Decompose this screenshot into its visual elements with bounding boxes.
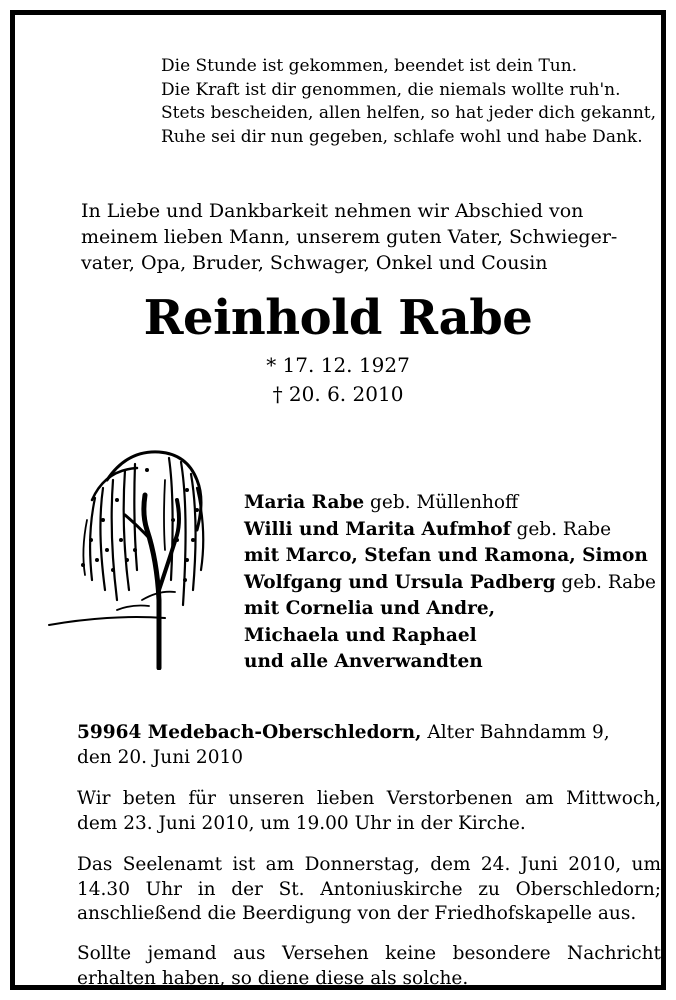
mourner-line (244, 649, 656, 676)
poem (161, 55, 656, 149)
requiem-notice: Das Seelenamt ist am Donnerstag, dem 24. Juni 2010, um 14.30 Uhr in der St. Antoniuskirche zu Oberschledorn; anschließend die Beerdigung von der Friedhofskapelle aus. (77, 854, 661, 924)
intro-line: vater, Opa, Bruder, Schwager, Onkel und Cousin (81, 252, 548, 274)
mourner-name: Wolfgang und Ursula Padberg (244, 571, 556, 593)
intro-line: meinem lieben Mann, unserem guten Vater, Schwieger- (81, 226, 618, 248)
closing-notice: Sollte jemand aus Versehen keine besondere Nachricht erhalten haben, so diene diese als solche. (77, 943, 661, 989)
mourner-line (244, 596, 656, 623)
life-dates (15, 351, 661, 409)
mourner-name: mit Marco, Stefan und Ramona, Simon (244, 545, 648, 566)
birth-date: * 17. 12. 1927 (266, 353, 410, 377)
mourner-line (244, 490, 656, 517)
address-block (77, 720, 610, 770)
mourner-line (244, 543, 656, 570)
death-date: † 20. 6. 2010 (272, 382, 404, 406)
weeping-willow-icon (47, 440, 215, 670)
obituary-frame (10, 10, 666, 990)
mourner-name: Willi und Marita Aufmhof (244, 518, 511, 540)
mourner-line (244, 623, 656, 650)
poem-line: Ruhe sei dir nun gegeben, schlafe wohl und habe Dank. (161, 126, 643, 147)
deceased-name: Reinhold Rabe (143, 290, 533, 346)
mourners-list (244, 490, 656, 676)
poem-line: Die Stunde ist gekommen, beendet ist dein Tun. (161, 56, 578, 76)
poem-line: Die Kraft ist dir genommen, die niemals wollte ruh'n. (161, 79, 621, 100)
mourner-name: Maria Rabe (244, 492, 365, 513)
mourner-line (244, 517, 656, 544)
address-street: Alter Bahndamm 9, (421, 722, 610, 743)
mourner-line (244, 570, 656, 597)
intro-text (81, 198, 617, 276)
mourner-name: und alle Anverwandten (244, 651, 483, 672)
address-line (77, 720, 610, 745)
address-place: 59964 Medebach-Oberschledorn, (77, 722, 422, 743)
intro-line: In Liebe und Dankbarkeit nehmen wir Abschied von (81, 200, 584, 222)
address-date: den 20. Juni 2010 (77, 747, 244, 768)
mourner-name: mit Cornelia und Andre, (244, 598, 496, 619)
mourner-note: geb. Rabe (510, 518, 612, 540)
mourner-note: geb. Müllenhoff (364, 492, 519, 513)
mourner-note: geb. Rabe (555, 571, 656, 593)
prayer-notice: Wir beten für unseren lieben Verstorbenen am Mittwoch, dem 23. Juni 2010, um 19.00 Uhr in der Kirche. (77, 788, 661, 834)
mourner-name: Michaela und Raphael (244, 624, 477, 646)
poem-line: Stets bescheiden, allen helfen, so hat jeder dich gekannt, (161, 103, 657, 123)
